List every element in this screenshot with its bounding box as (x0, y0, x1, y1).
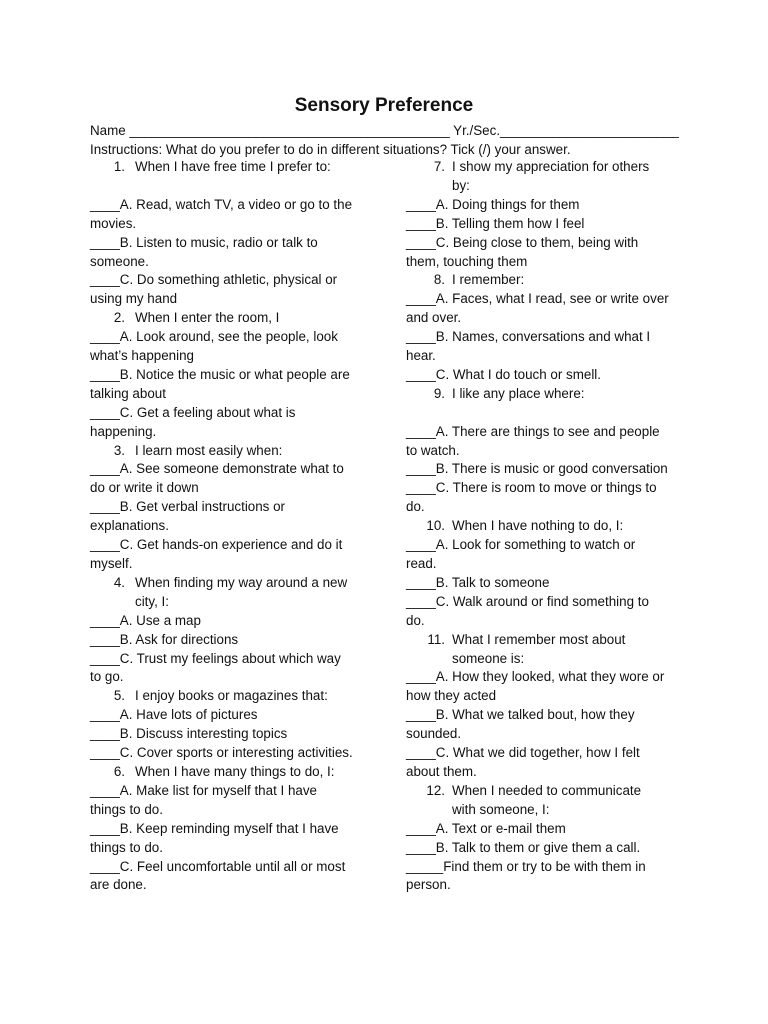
answer-option[interactable]: ____A. Look for something to watch or read. (406, 537, 636, 572)
answer-option[interactable]: ____B. Telling them how I feel (406, 215, 585, 231)
answer-option[interactable]: ____B. Get verbal instructions or explanations. (90, 499, 286, 534)
answer-option[interactable]: ____B. There is music or good conversation (406, 461, 668, 477)
question-2 (90, 309, 390, 328)
answer-option[interactable]: ____B. Keep reminding myself that I have things to do. (90, 820, 339, 855)
question-number: 8. (433, 272, 445, 288)
question-4 (90, 574, 390, 612)
question-number: 1. (113, 159, 125, 174)
left-column (90, 158, 390, 895)
answer-option[interactable]: ____C. There is room to move or things to do. (406, 480, 657, 515)
answer-option[interactable]: ____A. Look around, see the people, look what’s happening (90, 329, 338, 364)
answer-option[interactable]: ____B. Talk to them or give them a call. (406, 839, 641, 855)
question-number: 4. (113, 574, 125, 590)
question-number: 9. (433, 385, 445, 401)
answer-option[interactable]: ____C. Do something athletic, physical or using my hand (90, 272, 338, 307)
question-number: 10. (426, 518, 445, 534)
instructions: Instructions: What do you prefer to do in different situations? Tick (/) your answer. (90, 142, 571, 157)
question-7 (406, 158, 686, 196)
question-number: 11. (427, 631, 445, 647)
answer-option[interactable]: ____A. How they looked, what they wore or how they acted (406, 669, 665, 704)
answer-option[interactable]: ____C. Walk around or find something to do. (406, 593, 649, 628)
question-6 (90, 763, 390, 782)
name-line: Name ___________________________________________ Yr./Sec.________________________ (90, 123, 679, 138)
question-text: I like any place where: (452, 385, 585, 401)
question-text: When I enter the room, I (135, 310, 280, 326)
answer-option[interactable]: ____B. Ask for directions (90, 631, 239, 647)
answer-option[interactable]: ____C. What we did together, how I felt about them. (406, 745, 640, 779)
question-text: I remember: (452, 272, 525, 288)
answer-option[interactable]: ____A. Text or e-mail them (406, 820, 566, 836)
answer-option[interactable]: ____A. Doing things for them (406, 196, 580, 212)
answer-option[interactable]: ____A. There are things to see and people to watch. (406, 423, 660, 458)
question-9 (406, 385, 686, 404)
question-text: I show my appreciation for others by: (452, 159, 650, 193)
right-column (406, 158, 686, 895)
answer-option[interactable]: _____Find them or try to be with them in person. (406, 858, 646, 893)
question-number: 6. (113, 763, 125, 779)
question-text: When I have nothing to do, I: (452, 518, 624, 534)
answer-option[interactable]: ____C. Feel uncomfortable until all or most are done. (90, 858, 346, 893)
question-10 (406, 517, 686, 536)
question-number: 12. (426, 782, 445, 798)
answer-option[interactable]: ____C. Cover sports or interesting activities. (90, 745, 353, 761)
question-number: 5. (113, 688, 125, 704)
question-text: When I have many things to do, I: (135, 763, 335, 779)
question-text: When I needed to communicate with someone, I: (452, 782, 642, 817)
question-text: When I have free time I prefer to: (135, 159, 331, 174)
question-3 (90, 442, 390, 461)
answer-option[interactable]: ____C. What I do touch or smell. (406, 366, 602, 382)
question-text: When finding my way around a new city, I: (135, 574, 348, 609)
question-11 (406, 631, 686, 669)
question-8 (406, 271, 686, 290)
answer-option[interactable]: ____C. Get a feeling about what is happening. (90, 404, 296, 439)
answer-option[interactable]: ____A. Faces, what I read, see or write over and over. (406, 291, 669, 326)
question-number: 2. (113, 310, 125, 326)
answer-option[interactable]: ____B. Discuss interesting topics (90, 726, 288, 742)
question-text: I learn most easily when: (135, 442, 283, 458)
question-text: What I remember most about someone is: (452, 631, 626, 666)
question-number: 3. (113, 442, 125, 458)
answer-option[interactable]: ____B. Names, conversations and what I hear. (406, 329, 651, 364)
answer-option[interactable]: ____C. Get hands-on experience and do it myself. (90, 537, 343, 572)
answer-option[interactable]: ____B. Talk to someone (406, 574, 550, 590)
answer-option[interactable]: ____B. What we talked bout, how they sounded. (406, 707, 635, 742)
answer-option[interactable]: ____A. Read, watch TV, a video or go to the movies. (90, 196, 353, 231)
question-1 (90, 158, 390, 177)
question-text: I enjoy books or magazines that: (135, 688, 328, 704)
question-12 (406, 782, 686, 820)
spacer (406, 404, 686, 423)
question-5 (90, 687, 390, 706)
answer-option[interactable]: ____B. Listen to music, radio or talk to someone. (90, 234, 318, 269)
answer-option[interactable]: ____B. Notice the music or what people are talking about (90, 366, 350, 401)
question-number: 7. (433, 159, 445, 174)
answer-option[interactable]: ____A. Use a map (90, 612, 201, 628)
answer-option[interactable]: ____A. Make list for myself that I have things to do. (90, 782, 318, 817)
answer-option[interactable]: ____C. Trust my feelings about which way to go. (90, 650, 341, 685)
spacer (90, 177, 390, 196)
page-title: Sensory Preference (294, 95, 474, 116)
answer-option[interactable]: ____A. See someone demonstrate what to do or write it down (90, 461, 344, 496)
answer-option[interactable]: ____A. Have lots of pictures (90, 707, 258, 723)
answer-option[interactable]: ____C. Being close to them, being with them, touching them (406, 234, 639, 269)
